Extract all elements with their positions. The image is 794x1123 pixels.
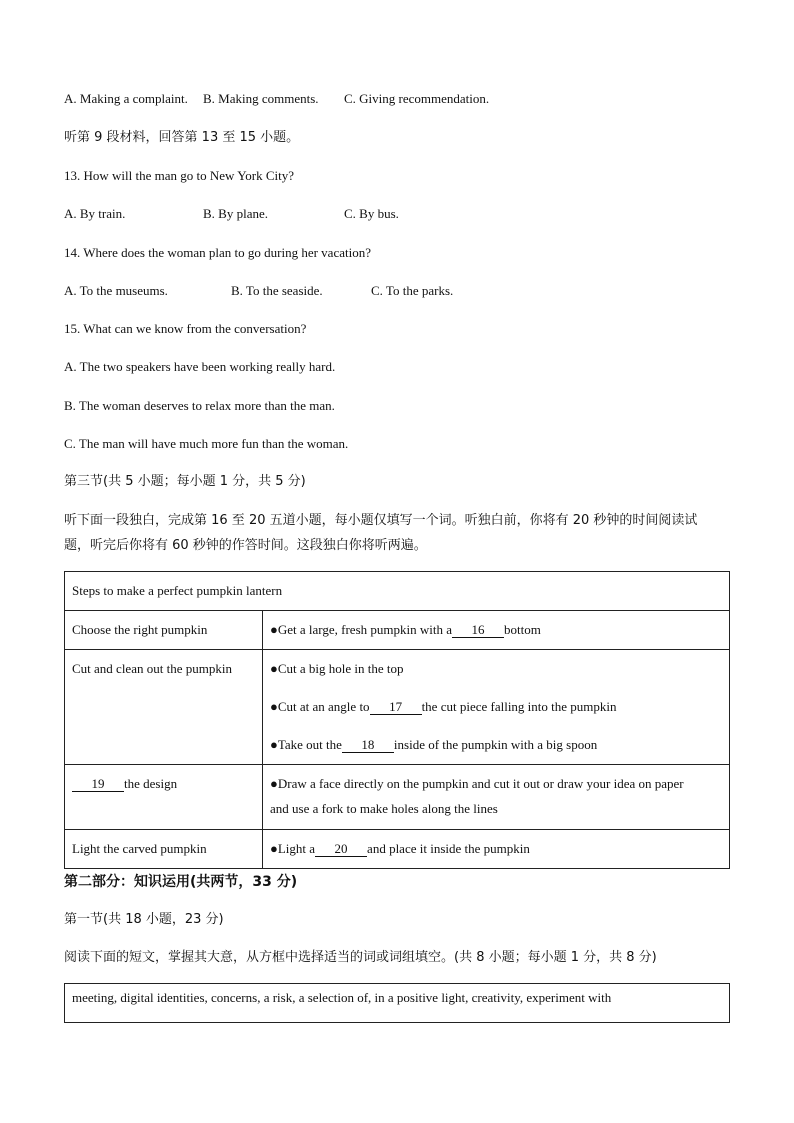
- blank-17[interactable]: 17: [370, 700, 422, 715]
- step-label: 19 the design: [72, 765, 255, 803]
- word-bank-box: [64, 983, 730, 1023]
- q13-option-c: C. By bus.: [344, 206, 399, 221]
- q13-option-b: B. By plane.: [203, 206, 268, 221]
- step-label: Cut and clean out the pumpkin: [72, 661, 232, 676]
- step-label: Light the carved pumpkin: [72, 841, 207, 856]
- step-detail: ●Light a 20 and place it inside the pumpkin: [270, 841, 530, 856]
- section9-instruction: 听第 9 段材料，回答第 13 至 15 小题。: [64, 130, 300, 145]
- table-title-row: [65, 572, 730, 611]
- q13-question: 13. How will the man go to New York City?: [64, 168, 295, 183]
- blank-20[interactable]: 20: [315, 842, 367, 857]
- part2-instruction: 阅读下面的短文，掌握其大意，从方框中选择适当的词或词组填空。(共 8 小题；每小题 1 分，共 8 分): [64, 950, 657, 965]
- q15-option-a: A. The two speakers have been working really hard.: [64, 359, 336, 374]
- step-detail: ●Get a large, fresh pumpkin with a 16 bottom: [270, 622, 541, 637]
- part2-section1-heading: 第一节(共 18 小题，23 分): [64, 912, 224, 927]
- step-detail: and use a fork to make holes along the lines: [270, 801, 498, 816]
- q12-option-b: B. Making comments.: [203, 91, 319, 106]
- blank-19[interactable]: 19: [72, 777, 124, 792]
- word-bank-text: meeting, digital identities, concerns, a risk, a selection of, in a positive light, creativity, experiment with: [72, 990, 612, 1005]
- step-detail: ●Draw a face directly on the pumpkin and cut it out or draw your idea on paper: [270, 776, 684, 791]
- part3-instruction-line1: 听下面一段独白，完成第 16 至 20 五道小题，每小题仅填写一个词。听独白前，你将有 20 秒钟的时间阅读试: [64, 513, 698, 528]
- q12-option-c: C. Giving recommendation.: [344, 91, 490, 106]
- q15-option-c: C. The man will have much more fun than the woman.: [64, 436, 349, 451]
- q14-option-b: B. To the seaside.: [231, 283, 323, 298]
- q12-option-a: A. Making a complaint.: [64, 91, 188, 106]
- q15-option-b: B. The woman deserves to relax more than the man.: [64, 398, 335, 413]
- q15-question: 15. What can we know from the conversation?: [64, 321, 307, 336]
- step-detail: ●Cut at an angle to 17 the cut piece falling into the pumpkin: [270, 699, 617, 714]
- table-row: [65, 830, 730, 869]
- q14-question: 14. Where does the woman plan to go during her vacation?: [64, 245, 371, 260]
- blank-16[interactable]: 16: [452, 623, 504, 638]
- step-detail: ●Cut a big hole in the top: [270, 661, 404, 676]
- part3-heading: 第三节(共 5 小题；每小题 1 分，共 5 分): [64, 474, 306, 489]
- part2-heading: 第二部分：知识运用(共两节，33 分): [64, 874, 298, 890]
- step-detail: ●Take out the 18 inside of the pumpkin with a big spoon: [270, 737, 598, 752]
- table-row: [65, 765, 730, 830]
- table-row: [65, 611, 730, 650]
- step-label: Choose the right pumpkin: [72, 622, 208, 637]
- part3-instruction-line2: 题，听完后你将有 60 秒钟的作答时间。这段独白你将听两遍。: [64, 538, 427, 553]
- q14-option-c: C. To the parks.: [371, 283, 454, 298]
- table-title: Steps to make a perfect pumpkin lantern: [72, 583, 283, 598]
- q13-option-a: A. By train.: [64, 206, 126, 221]
- pumpkin-steps-table: [64, 571, 730, 869]
- table-row: [65, 650, 730, 765]
- blank-18[interactable]: 18: [342, 738, 394, 753]
- q14-option-a: A. To the museums.: [64, 283, 168, 298]
